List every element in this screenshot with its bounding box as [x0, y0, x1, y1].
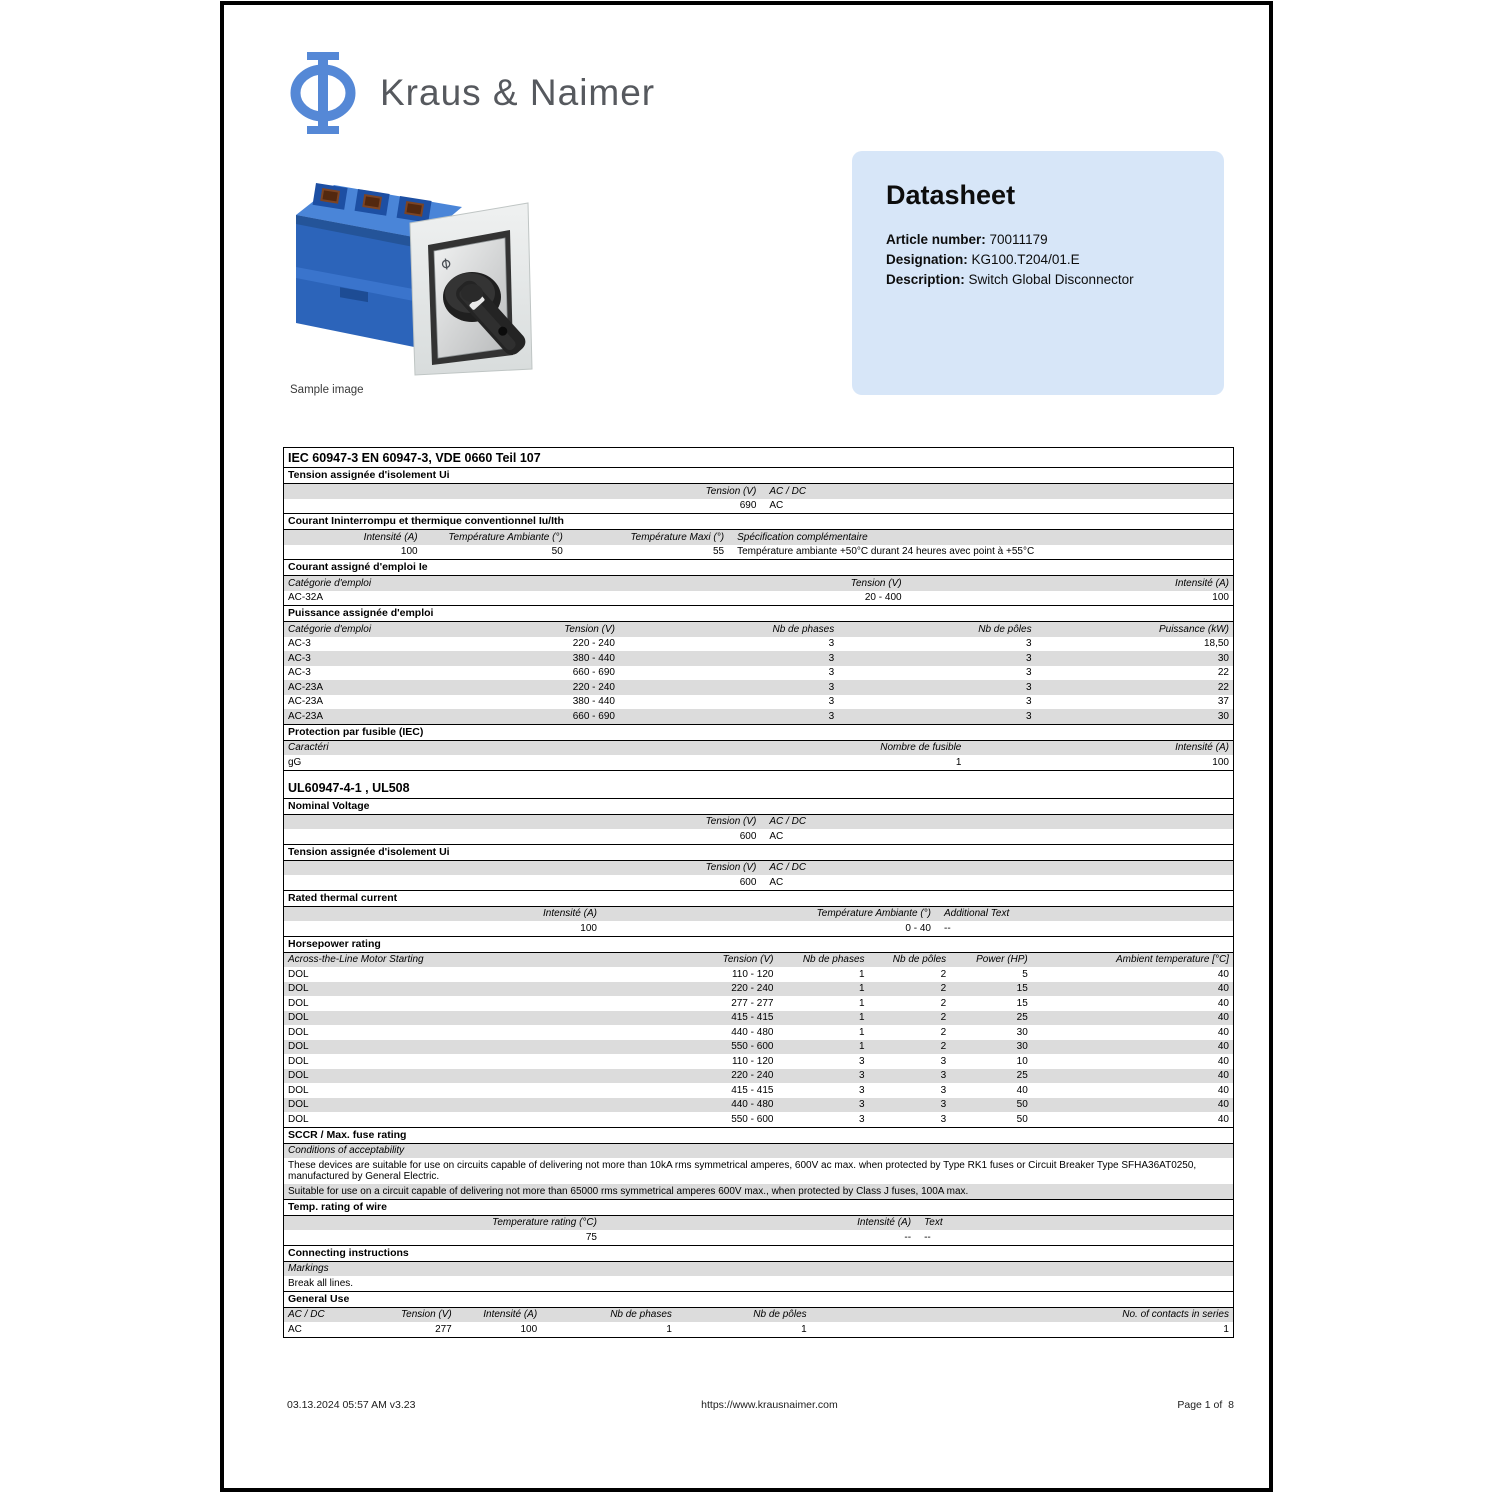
table-section	[284, 937, 1233, 1128]
table-row	[284, 1054, 1233, 1069]
table-cell: 3	[828, 667, 835, 678]
table-row	[284, 1322, 1233, 1337]
table-cell: These devices are suitable for use on circuits capable of delivering not more than 10kA rms symmetrical amperes, 600V ac max. when protected by Type RK1 fuses or Circuit Breaker Type SFHA36AT0250, manufactured by General Electric.	[288, 1159, 1197, 1182]
table-header-row	[284, 1262, 1233, 1277]
table-cell: Intensité (A)	[363, 531, 418, 543]
table-cell: DOL	[288, 997, 309, 1009]
table-cell: DOL	[288, 1055, 309, 1067]
table-cell: 20 - 400	[864, 592, 902, 603]
table-cell: 25	[1016, 1012, 1028, 1023]
table-cell: DOL	[288, 1041, 309, 1052]
table-cell: 440 - 480	[731, 1026, 774, 1038]
datasheet-field-value: 70011179	[985, 232, 1048, 247]
table-cell: AC / DC	[769, 485, 807, 497]
table-cell: Intensité (A)	[543, 908, 597, 919]
table-cell: Tension (V)	[705, 816, 757, 827]
brand-phi-icon	[286, 49, 360, 137]
table-cell: 40	[1217, 1055, 1229, 1067]
table-cell: 3	[1026, 652, 1032, 664]
table-row	[284, 666, 1233, 681]
table-section-title: General Use	[284, 1292, 1233, 1308]
table-cell: 220 - 240	[731, 983, 774, 994]
table-cell: 1	[955, 756, 962, 768]
table-cell: 75	[585, 1231, 597, 1243]
table-cell: gG	[288, 756, 302, 768]
table-cell: Markings	[288, 1263, 329, 1274]
table-cell: 1	[858, 983, 865, 994]
table-cell: Caractéri	[288, 742, 329, 753]
table-cell: AC-23A	[288, 696, 324, 707]
table-cell: 22	[1217, 681, 1229, 693]
table-cell: Intensité (A)	[857, 1217, 912, 1228]
table-cell: 3	[1026, 710, 1032, 722]
datasheet-field-value: Switch Global Disconnector	[964, 272, 1134, 287]
datasheet-field-label: Description:	[886, 272, 965, 287]
table-cell: 380 - 440	[572, 652, 615, 664]
table-header-row	[284, 1144, 1233, 1159]
table-header-row	[284, 530, 1233, 545]
table-cell: 55	[712, 546, 725, 557]
table-cell: 3	[828, 681, 835, 693]
table-header-row	[284, 861, 1233, 876]
table-cell: 30	[1217, 710, 1229, 722]
table-section	[284, 606, 1233, 725]
table-header-row	[284, 741, 1233, 756]
table-cell: Tension (V)	[564, 623, 615, 635]
table-cell: AC-3	[288, 652, 311, 664]
table-cell: 110 - 120	[731, 1055, 774, 1067]
table-cell: 3	[828, 652, 835, 664]
datasheet-field	[886, 250, 1190, 270]
table-section	[284, 1200, 1233, 1246]
table-cell: 277	[435, 1323, 452, 1335]
table-header-row	[284, 815, 1233, 830]
table-header-row	[284, 576, 1233, 591]
table-row	[284, 637, 1233, 652]
table-cell: Nb de pôles	[892, 954, 947, 965]
table-section	[284, 799, 1233, 845]
table-cell: 40	[1217, 968, 1229, 980]
table-section	[284, 845, 1233, 891]
table-cell: 3	[1026, 667, 1032, 678]
table-cell: --	[944, 922, 951, 934]
table-cell: Additional Text	[944, 908, 1010, 919]
table-cell: AC-3	[288, 638, 311, 649]
table-cell: AC-32A	[288, 592, 324, 603]
table-cell: Intensité (A)	[1175, 577, 1229, 589]
table-cell: 3	[828, 638, 835, 649]
table-cell: AC	[769, 830, 784, 842]
table-row	[284, 921, 1233, 936]
table-cell: 1	[858, 997, 865, 1009]
table-cell: 220 - 240	[572, 638, 615, 649]
table-cell: Ambient temperature [°C]	[1116, 954, 1229, 965]
table-cell: 40	[1217, 1113, 1229, 1125]
table-row	[284, 680, 1233, 695]
table-cell: 30	[1016, 1026, 1028, 1038]
table-cell: 600	[739, 876, 757, 888]
table-section-title: Temp. rating of wire	[284, 1200, 1233, 1216]
table-cell: 15	[1016, 983, 1028, 994]
table-row	[284, 1025, 1233, 1040]
table-row	[284, 545, 1233, 560]
table-cell: Break all lines.	[288, 1277, 354, 1289]
table-cell: 600	[739, 830, 757, 842]
table-group-title: UL60947-4-1 , UL508	[284, 771, 1233, 799]
table-cell: 550 - 600	[731, 1113, 774, 1125]
table-row	[284, 967, 1233, 982]
table-cell: 22	[1217, 667, 1229, 678]
table-cell: AC / DC	[769, 816, 807, 827]
table-cell: 40	[1217, 1084, 1229, 1096]
table-header-row	[284, 953, 1233, 968]
table-section-title: Rated thermal current	[284, 891, 1233, 907]
table-cell: 15	[1016, 997, 1028, 1009]
table-header-row	[284, 622, 1233, 637]
datasheet-field-value: KG100.T204/01.E	[967, 252, 1080, 267]
table-cell: 10	[1016, 1055, 1028, 1067]
brand-name: Kraus & Naimer	[380, 72, 656, 113]
table-row	[284, 829, 1233, 844]
table-cell: 40	[1217, 1070, 1229, 1081]
table-cell: 2	[940, 1012, 947, 1023]
table-section	[284, 725, 1233, 771]
table-section	[284, 891, 1233, 937]
table-cell: 3	[1026, 681, 1032, 693]
table-cell: 3	[940, 1070, 947, 1081]
table-row	[284, 982, 1233, 997]
table-cell: 40	[1217, 1099, 1229, 1110]
table-cell: Text	[924, 1217, 943, 1228]
table-cell: 1	[858, 968, 865, 980]
table-cell: AC-3	[288, 667, 311, 678]
spec-table	[283, 447, 1234, 1338]
table-cell: Intensité (A)	[1175, 742, 1229, 753]
table-cell: 40	[1016, 1084, 1028, 1096]
table-cell: 2	[940, 1026, 947, 1038]
table-row	[284, 1230, 1233, 1245]
table-cell: Suitable for use on a circuit capable of delivering not more than 65000 rms symmetrical amperes 600V max., when protected by Class J fuses, 100A max.	[288, 1185, 969, 1197]
table-cell: 220 - 240	[731, 1070, 774, 1081]
table-cell: 3	[940, 1084, 947, 1096]
table-cell: Catégorie d'emploi	[288, 577, 372, 589]
table-section-title: Protection par fusible (IEC)	[284, 725, 1233, 741]
table-section	[284, 1128, 1233, 1200]
table-cell: 220 - 240	[572, 681, 615, 693]
table-cell: AC	[288, 1323, 302, 1335]
table-row	[284, 1069, 1233, 1084]
table-cell: 3	[828, 710, 835, 722]
table-cell: 3	[940, 1055, 947, 1067]
table-cell: 1	[801, 1323, 807, 1335]
table-cell: Nb de pôles	[753, 1309, 807, 1320]
datasheet-field-label: Article number:	[886, 232, 986, 247]
table-cell: 3	[858, 1055, 865, 1067]
table-section-title: Connecting instructions	[284, 1246, 1233, 1262]
table-header-row	[284, 907, 1233, 922]
table-cell: 660 - 690	[572, 710, 615, 722]
table-cell: Tension (V)	[705, 485, 757, 497]
table-cell: 37	[1217, 696, 1229, 707]
table-section-title: Puissance assignée d'emploi	[284, 606, 1233, 622]
table-cell: Nb de phases	[772, 623, 835, 635]
table-cell: 3	[858, 1070, 865, 1081]
table-cell: DOL	[288, 1012, 309, 1023]
table-cell: 30	[1016, 1041, 1028, 1052]
table-cell: Catégorie d'emploi	[288, 623, 372, 635]
table-cell: AC / DC	[288, 1309, 325, 1320]
table-cell: Nb de phases	[802, 954, 865, 965]
table-cell: DOL	[288, 1070, 309, 1081]
table-cell: 3	[858, 1084, 865, 1096]
table-header-row	[284, 484, 1233, 499]
datasheet-field	[886, 270, 1190, 290]
table-cell: DOL	[288, 1099, 309, 1110]
table-group-title: IEC 60947-3 EN 60947-3, VDE 0660 Teil 107	[284, 448, 1233, 468]
table-cell: 660 - 690	[572, 667, 615, 678]
table-cell: 2	[940, 1041, 947, 1052]
table-cell: 100	[400, 546, 418, 557]
table-row	[284, 499, 1233, 514]
footer-page-number: Page 1 of 8	[1177, 1399, 1234, 1411]
table-cell: Température ambiante +50°C durant 24 heures avec point à +55°C	[737, 546, 1035, 557]
footer-url-link[interactable]: https://www.krausnaimer.com	[701, 1399, 838, 1411]
table-row	[284, 755, 1233, 770]
table-cell: Across-the-Line Motor Starting	[288, 954, 424, 965]
table-cell: 100	[580, 922, 597, 934]
table-section-title: Courant assigné d'emploi Ie	[284, 560, 1233, 576]
brand-logo	[286, 49, 655, 137]
table-row	[284, 1011, 1233, 1026]
table-section-title: Courant Ininterrompu et thermique conventionnel Iu/Ith	[284, 514, 1233, 530]
table-cell: Power (HP)	[976, 954, 1028, 965]
table-row	[284, 1158, 1233, 1184]
table-cell: 1	[1223, 1323, 1229, 1335]
table-cell: 2	[940, 983, 947, 994]
table-cell: Nombre de fusible	[880, 742, 962, 753]
datasheet-title: Datasheet	[886, 180, 1016, 210]
table-cell: Température Maxi (°)	[630, 531, 725, 543]
table-section	[284, 468, 1233, 514]
table-cell: Tension (V)	[705, 862, 757, 873]
table-section-title: Tension assignée d'isolement Ui	[284, 468, 1233, 484]
table-cell: AC-23A	[288, 710, 324, 722]
datasheet-page	[220, 1, 1273, 1492]
table-cell: 40	[1217, 997, 1229, 1009]
datasheet-box	[852, 151, 1224, 395]
table-cell: 2	[940, 968, 947, 980]
footer-date: 03.13.2024 05:57 AM v3.23	[287, 1399, 416, 1411]
table-cell: 380 - 440	[572, 696, 615, 707]
table-cell: 550 - 600	[731, 1041, 774, 1052]
table-cell: 50	[1016, 1099, 1028, 1110]
table-header-row	[284, 1216, 1233, 1231]
product-image-block	[282, 157, 538, 396]
table-cell: 3	[1026, 638, 1032, 649]
table-row	[284, 1112, 1233, 1127]
table-cell: --	[904, 1231, 912, 1243]
table-row	[284, 1098, 1233, 1113]
table-section	[284, 514, 1233, 560]
table-cell: 3	[858, 1099, 865, 1110]
table-section	[284, 1246, 1233, 1292]
table-cell: Spécification complémentaire	[737, 531, 868, 543]
table-cell: 277 - 277	[731, 997, 774, 1009]
table-cell: --	[924, 1231, 931, 1243]
table-row	[284, 1276, 1233, 1291]
table-header-row	[284, 1308, 1233, 1323]
table-section-title: Tension assignée d'isolement Ui	[284, 845, 1233, 861]
table-cell: DOL	[288, 968, 309, 980]
table-cell: 415 - 415	[731, 1012, 774, 1023]
table-cell: Température Ambiante (°)	[448, 531, 563, 543]
table-cell: 3	[1026, 696, 1032, 707]
table-cell: Nb de pôles	[978, 623, 1032, 635]
table-cell: AC-23A	[288, 681, 324, 693]
table-section-title: SCCR / Max. fuse rating	[284, 1128, 1233, 1144]
table-cell: 3	[858, 1113, 865, 1125]
table-cell: 1	[858, 1012, 865, 1023]
table-cell: No. of contacts in series	[1122, 1309, 1229, 1320]
table-cell: 415 - 415	[731, 1084, 774, 1096]
table-cell: DOL	[288, 1084, 309, 1096]
table-cell: 18,50	[1203, 638, 1229, 649]
table-row	[284, 996, 1233, 1011]
table-cell: 1	[858, 1041, 865, 1052]
table-section	[284, 560, 1233, 606]
table-cell: Intensité (A)	[483, 1309, 538, 1320]
table-cell: Conditions of acceptability	[288, 1145, 405, 1156]
table-cell: 30	[1217, 652, 1229, 664]
table-cell: Tension (V)	[400, 1309, 452, 1320]
product-image	[282, 157, 538, 379]
table-cell: 110 - 120	[731, 968, 774, 980]
table-section-title: Horsepower rating	[284, 937, 1233, 953]
table-cell: 100	[520, 1323, 538, 1335]
table-cell: Temperature rating (°C)	[492, 1217, 597, 1228]
table-cell: 40	[1217, 1012, 1229, 1023]
table-cell: 40	[1217, 1041, 1229, 1052]
datasheet-field	[886, 230, 1190, 250]
table-cell: 690	[739, 500, 757, 511]
table-cell: Puissance (kW)	[1158, 623, 1229, 635]
table-cell: 50	[1016, 1113, 1028, 1125]
table-cell: Nb de phases	[610, 1309, 672, 1320]
table-section	[284, 1292, 1233, 1338]
datasheet-fields	[886, 230, 1190, 290]
table-cell: 50	[551, 546, 563, 557]
table-cell: 100	[1212, 756, 1229, 768]
table-cell: 3	[940, 1099, 947, 1110]
table-row	[284, 651, 1233, 666]
table-cell: 0 - 40	[905, 922, 931, 934]
table-row	[284, 1184, 1233, 1199]
table-cell: 3	[828, 696, 835, 707]
table-row	[284, 709, 1233, 724]
table-row	[284, 591, 1233, 606]
table-cell: AC	[769, 876, 784, 888]
table-cell: 5	[1022, 968, 1028, 980]
table-cell: 440 - 480	[731, 1099, 774, 1110]
table-cell: DOL	[288, 1113, 309, 1125]
table-row	[284, 695, 1233, 710]
table-row	[284, 1040, 1233, 1055]
table-cell: 2	[940, 997, 947, 1009]
table-cell: AC	[769, 500, 784, 511]
table-cell: Tension (V)	[850, 577, 902, 589]
table-cell: 25	[1016, 1070, 1028, 1081]
table-cell: Température Ambiante (°)	[816, 908, 931, 919]
table-cell: AC / DC	[769, 862, 807, 873]
table-cell: 100	[1212, 592, 1229, 603]
sample-image-caption: Sample image	[290, 384, 364, 396]
table-cell: 1	[666, 1323, 672, 1335]
table-row	[284, 875, 1233, 890]
table-row	[284, 1083, 1233, 1098]
table-cell: DOL	[288, 983, 309, 994]
datasheet-field-label: Designation:	[886, 252, 968, 267]
table-cell: 40	[1217, 983, 1229, 994]
table-cell: Tension (V)	[722, 954, 774, 965]
table-section-title: Nominal Voltage	[284, 799, 1233, 815]
table-cell: 1	[858, 1026, 865, 1038]
table-cell: 3	[940, 1113, 947, 1125]
table-cell: 40	[1217, 1026, 1229, 1038]
table-cell: DOL	[288, 1026, 309, 1038]
